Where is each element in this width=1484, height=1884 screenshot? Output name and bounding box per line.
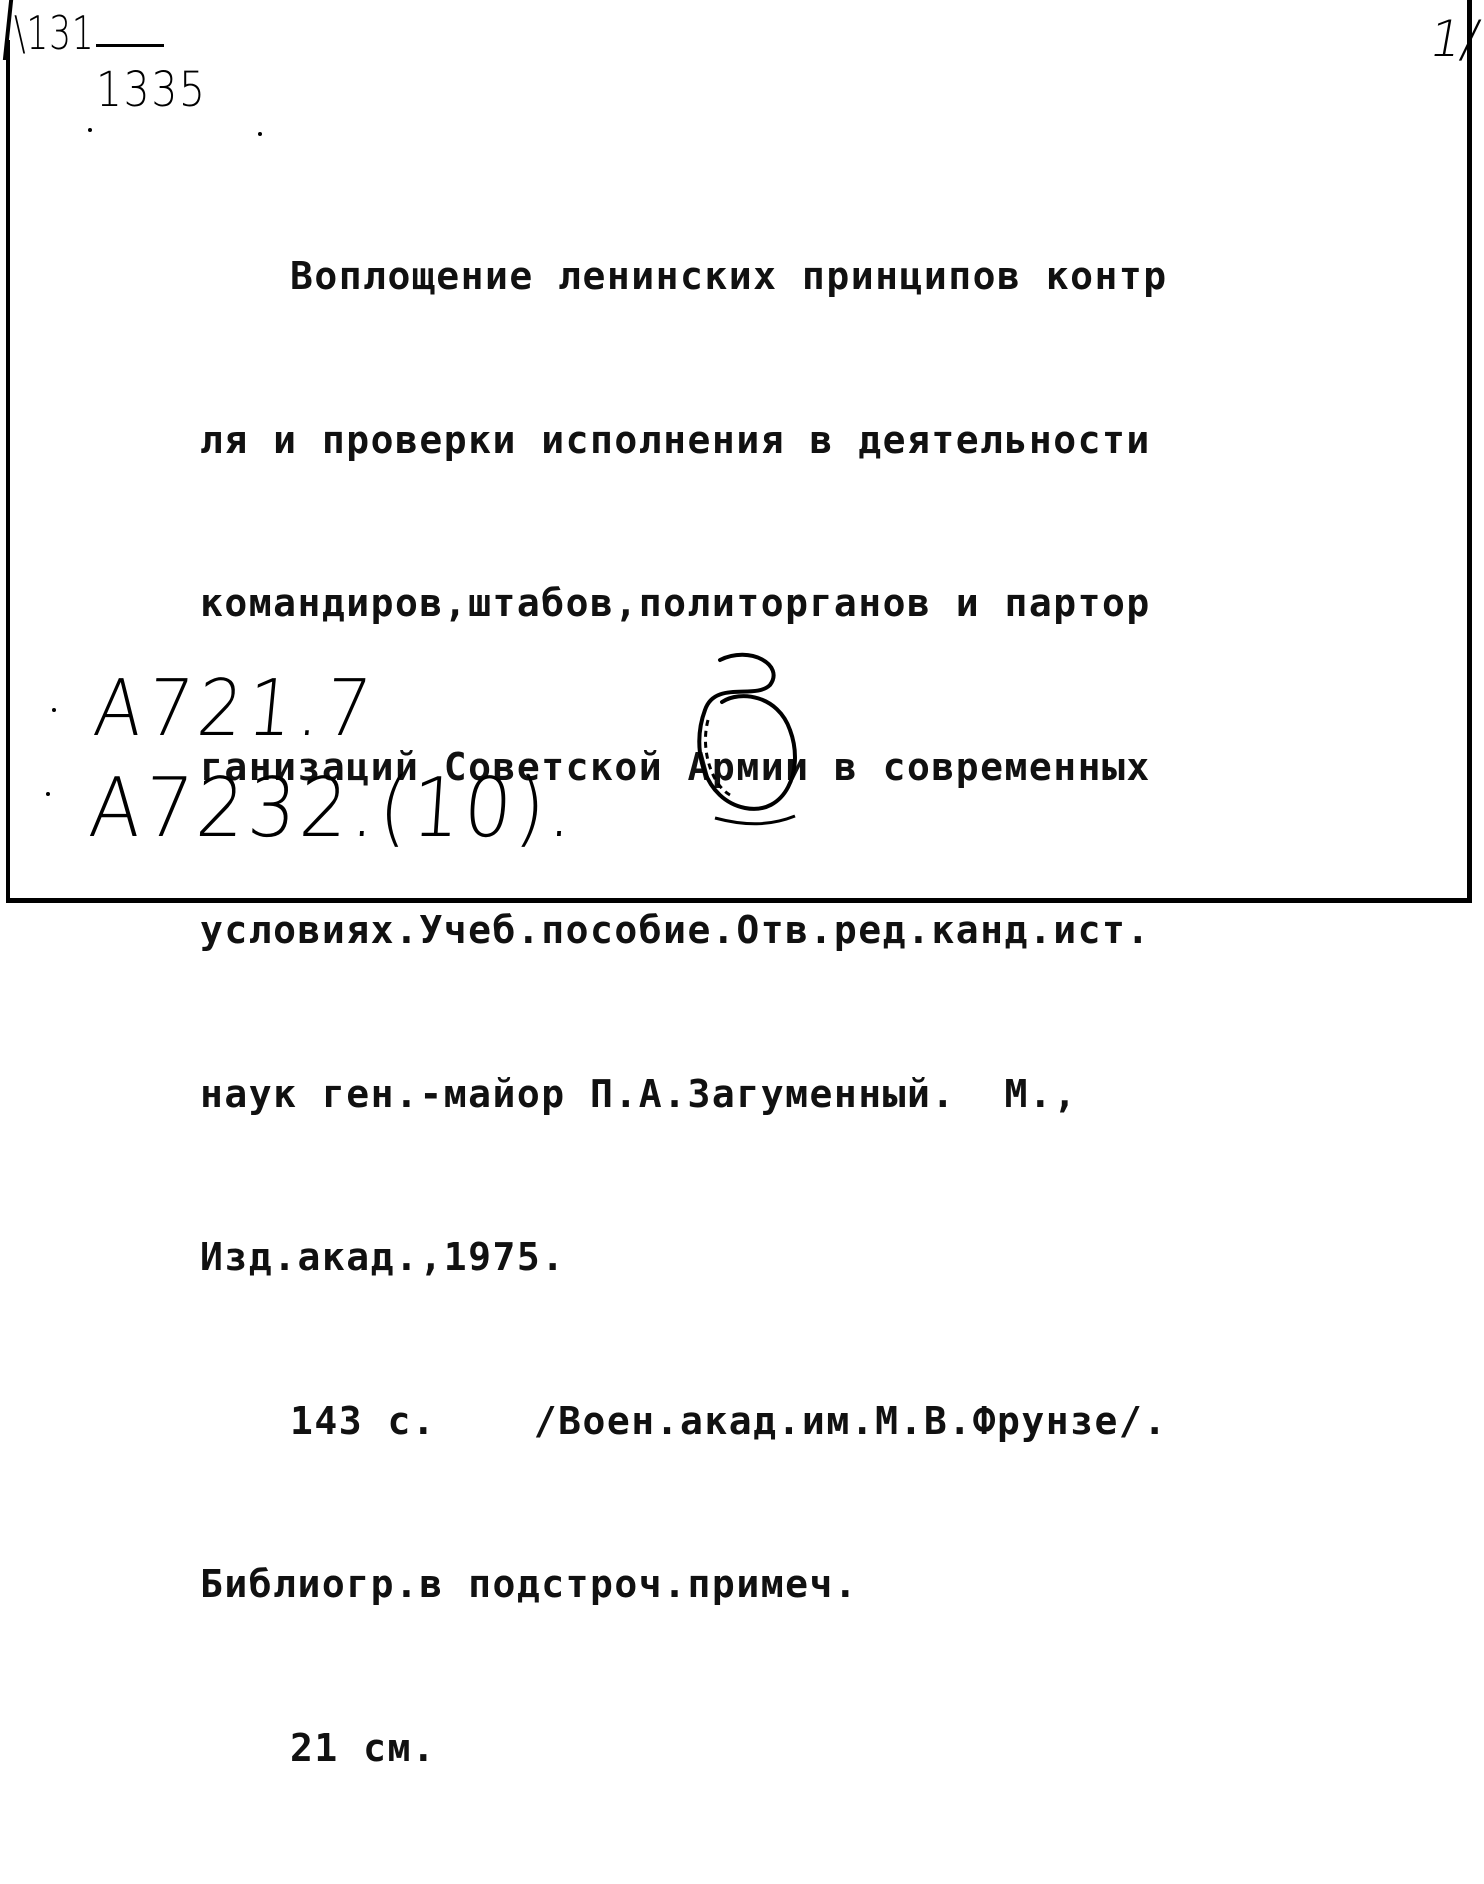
card-right-edge xyxy=(1467,0,1472,903)
record-line-5: условиях.Учеб.пособие.Отв.ред.канд.ист. xyxy=(200,908,1151,952)
record-line-2: ля и проверки исполнения в деятельности xyxy=(200,417,1151,462)
record-line-4: ганизаций Советской Армии в современных xyxy=(200,744,1151,789)
speck xyxy=(46,792,50,796)
handwritten-circle-mark xyxy=(660,640,830,830)
speck xyxy=(52,708,56,712)
record-line-1: Воплощение ленинских принципов контр xyxy=(290,254,1168,298)
record-line-8: 143 с. /Воен.акад.им.М.В.Фрунзе/. xyxy=(290,1398,1168,1443)
handwritten-call-number-2: A7232.(10). xyxy=(86,761,580,856)
record-line-9: Библиогр.в подстроч.примеч. xyxy=(200,1562,859,1606)
speck xyxy=(258,132,262,136)
record-line-6: наук ген.-майор П.А.Загуменный. М., xyxy=(200,1071,1078,1116)
speck xyxy=(88,128,92,132)
record-line-3: командиров,штабов,политорганов и партор xyxy=(200,581,1151,625)
handwritten-overline xyxy=(96,44,164,47)
handwritten-call-number-1: A721.7 xyxy=(90,664,380,754)
record-line-10: 21 см. xyxy=(290,1725,437,1770)
typed-bibliographic-record xyxy=(200,140,1380,1884)
handwritten-top-number: \131 xyxy=(14,6,95,60)
card-left-edge xyxy=(6,40,10,902)
record-line-7: Изд.акад.,1975. xyxy=(200,1235,566,1279)
handwritten-sub-number: 1335 xyxy=(96,62,207,118)
handwritten-corner-mark: 1/ xyxy=(1424,10,1484,68)
